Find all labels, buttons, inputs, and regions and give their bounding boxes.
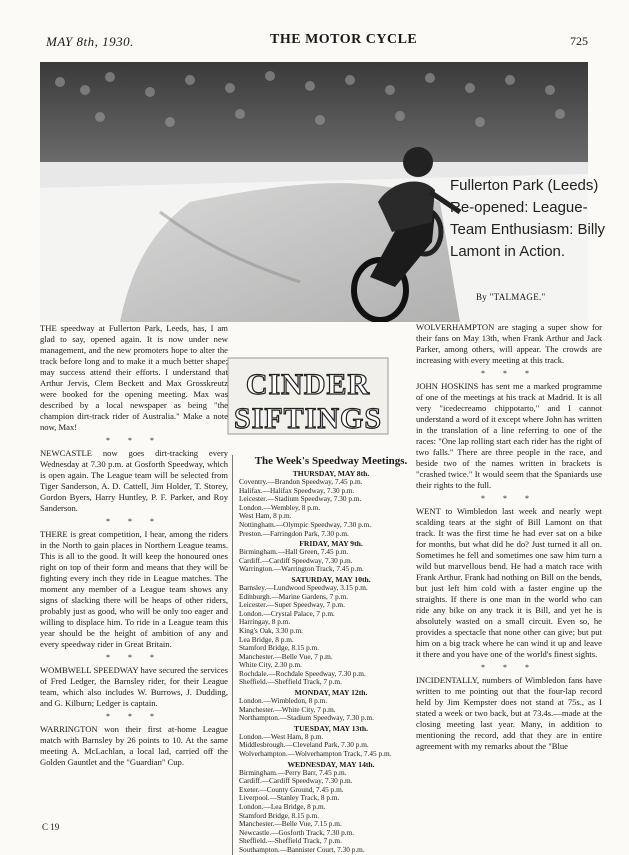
schedule-event: Leicester.—Super Speedway, 7 p.m.: [239, 600, 345, 610]
schedule-event: Sheffield.—Sheffield Track, 7 p.m.: [239, 677, 342, 687]
schedule-event: Edinburgh.—Marine Gardens, 7 p.m.: [239, 591, 349, 601]
story-title: Fullerton Park (Leeds) Re-opened: League-Team Enthusiasm: Billy Lamont in Action.: [450, 177, 606, 260]
schedule-event: White City, 2.30 p.m.: [239, 660, 302, 670]
schedule-event: Lea Bridge, 8 p.m.: [239, 634, 294, 644]
issue-date: MAY 8th, 1930.: [46, 34, 134, 49]
paragraph-wimbledon: WENT to Wimbledon last week and nearly wept scalding tears at the sight of Bill Lamont on that track. It was the first time he had ever sat on a bike for months, but what did he do? Just turned it all on. Sometimes he fell and sometimes one saw him turn a wild but marvellous bend. He had a match race with Frank Arthur. Frank had nothing on Bill on the bends, but just left him cold with a faster engine up the straights. If there is one man in the world who can ride any bike on any track it is Bill, and yet he is absolutely wasted on a small circuit. Even so, he provides a spectacle that none other can give; but put him on a big track where he can wind it up and leave it there and you have one of the world's finest sights.: [416, 506, 602, 659]
paragraph-competition: THERE is great competition, I hear, among the riders in the North to gain places in Northern League teams. This is all to the good. It will keep the honoured ones right on top of their form and means that they will be fighting every inch they ride in League matches. The moment any member of a League team shows any signs of slacking there will be heaps of other riders, probably just as good, who will be only too eager and willing to displace him. To ride in a League team this year should be the height of ambition of any and every speedway rider in Great Britain.: [40, 529, 228, 649]
star-divider: * * *: [481, 494, 537, 503]
schedule-title: The Week's Speedway Meetings.: [254, 455, 408, 467]
magazine-masthead: THE MOTOR CYCLE: [270, 32, 418, 47]
schedule-event: Birmingham.—Hall Green, 7.45 p.m.: [239, 547, 349, 557]
svg-text:SIFTINGS: SIFTINGS: [233, 402, 383, 435]
left-column: [40, 323, 228, 770]
schedule-event: London.—Wembley, 8 p.m.: [239, 502, 321, 512]
star-divider: * * *: [106, 712, 162, 721]
star-divider: * * *: [481, 369, 537, 378]
schedule-event: Warrington.—Warrington Track, 7.45 p.m.: [239, 564, 364, 574]
schedule-event: Sheffield.—Sheffield Track, 7 p.m.: [239, 836, 342, 846]
schedule-event: London.—Wimbledon, 8 p.m.: [239, 696, 328, 706]
schedule-day-heading: SATURDAY, MAY 10th.: [291, 574, 371, 584]
paragraph-newcastle: NEWCASTLE now goes dirt-tracking every Wednesday at 7.30 p.m. at Gosforth Speedway, which is open again. The League team will be selected from Tiger Sanderson, A. D. Cattell, Jim Holder, T. Storey, Gordon Byers, Harry Huntley, P. F. Parker, and Roy Sanderson.: [40, 448, 228, 513]
schedule-event: Harringay, 8 p.m.: [239, 617, 291, 627]
schedule-event: Exeter.—County Ground, 7.45 p.m.: [239, 784, 344, 794]
schedule-event: Wolverhampton.—Wolverhampton Track, 7.45 p.m.: [239, 749, 392, 759]
schedule-event: London.—Crystal Palace, 7 p.m.: [239, 608, 335, 618]
star-divider: * * *: [106, 653, 162, 662]
paragraph-incidentally: INCIDENTALLY, numbers of Wimbledon fans have written to me pointing out that the four-lap record held by Jim Kempster does not stand at 75s., as I stated a week or two back, but at 73.4s.—made at the closing meeting last year. Many, in addition to mentioning the record, add that they are in entire agreement with my remarks about the "Blue: [416, 675, 602, 751]
paragraph-warrington: WARRINGTON won their first at-home League match with Barnsley by 26 points to 10. At the same meeting A. McLachlan, a local lad, carried off the Golden Gauntlet and the "Guardian" Cup.: [40, 724, 228, 767]
paragraph-wombwell: WOMBWELL SPEEDWAY have secured the services of Fred Ledger, the Barnsley rider, for their League team, which also includes W. Burrows, J. Dudding, and G. Kilburn; Ledger is captain.: [40, 665, 228, 708]
schedule-event: Manchester.—Belle Vue, 7.15 p.m.: [239, 819, 342, 829]
schedule-event: Birmingham.—Perry Barr, 7.45 p.m.: [239, 767, 347, 777]
schedule-day-heading: MONDAY, MAY 12th.: [294, 688, 368, 698]
paragraph-wolverhampton: WOLVERHAMPTON are staging a super show for their fans on May 13th, when Frank Arthur and Jack Parker, among others, will appear. The crowds are increasing with every meeting at this track.: [416, 322, 602, 365]
star-divider: * * *: [481, 663, 537, 672]
schedule-day-heading: FRIDAY, MAY 9th.: [299, 539, 363, 549]
speedway-meetings-schedule: [232, 455, 423, 855]
schedule-event: Manchester.—Belle Vue, 7 p.m.: [239, 651, 333, 661]
schedule-day-heading: WEDNESDAY, MAY 14th.: [287, 759, 375, 769]
schedule-event: London.—West Ham, 8 p.m.: [239, 731, 324, 741]
paragraph-fullerton: THE speedway at Fullerton Park, Leeds, has, I am glad to say, opened again. It is now under new management, and the new promoters hope to alter the track before long and to make it a much better shape; may success attend their efforts. I understand that Arthur Jervis, Clem Beckett and Max Grosskreutz were booked for the opening meeting. Max was described by a local newspaper as being "the champion dirt-track rider of Australia." Make a note now, Max!: [40, 323, 228, 432]
schedule-event: Middlesbrough.—Cleveland Park, 7.30 p.m.: [239, 740, 369, 750]
schedule-event: Stamford Bridge, 8.15 p.m.: [239, 810, 320, 820]
right-column: [416, 322, 602, 754]
schedule-event: West Ham, 8 p.m.: [239, 511, 292, 521]
page-number: 725: [570, 34, 588, 48]
cinder-siftings-logo: [226, 356, 390, 436]
schedule-event: Cardiff.—Cardiff Speedway, 7.30 p.m.: [239, 555, 353, 565]
paragraph-hoskins: JOHN HOSKINS has sent me a marked programme of one of the meetings at his track at Madrid. It is all very "icedecreamo chippotarto," and I cannot understand a word of it except where John has written in the translation of a line referring to one of the races: "One lap rolling start each rider has the right of two falls." There are three people in the race, and beside two of the names written in brackets is "crashed twice." It would seem that the Spaniards use their rights to the full.: [416, 381, 602, 490]
schedule-day-heading: TUESDAY, MAY 13th.: [294, 723, 368, 733]
schedule-event: Halifax.—Halifax Speedway, 7.30 p.m.: [239, 485, 355, 495]
byline: By "TALMAGE.": [476, 292, 546, 302]
schedule-event: Nottingham.—Olympic Speedway, 7.30 p.m.: [239, 519, 372, 529]
printer-signature-mark: C 19: [42, 822, 60, 832]
schedule-event: Preston.—Farringdon Park, 7.30 p.m.: [239, 528, 349, 538]
schedule-day-heading: THURSDAY, MAY 8th.: [292, 469, 370, 478]
schedule-event: Rochdale.—Rochdale Speedway, 7.30 p.m.: [239, 668, 366, 678]
schedule-event: Cardiff.—Cardiff Speedway, 7.30 p.m.: [239, 776, 353, 786]
schedule-event: Barnsley.—Lundwood Speedway, 3.15 p.m.: [239, 582, 368, 592]
schedule-event: Northampton.—Stadium Speedway, 7.30 p.m.: [239, 713, 374, 723]
schedule-event: Coventry.—Brandon Speedway, 7.45 p.m.: [239, 477, 363, 486]
schedule-event: Newcastle.—Gosforth Track, 7.30 p.m.: [239, 827, 355, 837]
schedule-event: Manchester.—White City, 7 p.m.: [239, 704, 336, 714]
star-divider: * * *: [106, 517, 162, 526]
schedule-event: Leicester.—Stadium Speedway, 7.30 p.m.: [239, 494, 362, 504]
star-divider: * * *: [106, 436, 162, 445]
schedule-event: Southampton.—Bannister Court, 7.30 p.m.: [239, 844, 365, 854]
schedule-event: Liverpool.—Stanley Track, 8 p.m.: [239, 793, 340, 803]
schedule-body: [239, 469, 423, 855]
schedule-event: Stamford Bridge, 8.15 p.m.: [239, 643, 320, 653]
schedule-event: King's Oak, 3.30 p.m.: [239, 625, 303, 635]
schedule-event: London.—Lea Bridge, 8 p.m.: [239, 802, 326, 811]
svg-text:CINDER: CINDER: [245, 368, 371, 401]
